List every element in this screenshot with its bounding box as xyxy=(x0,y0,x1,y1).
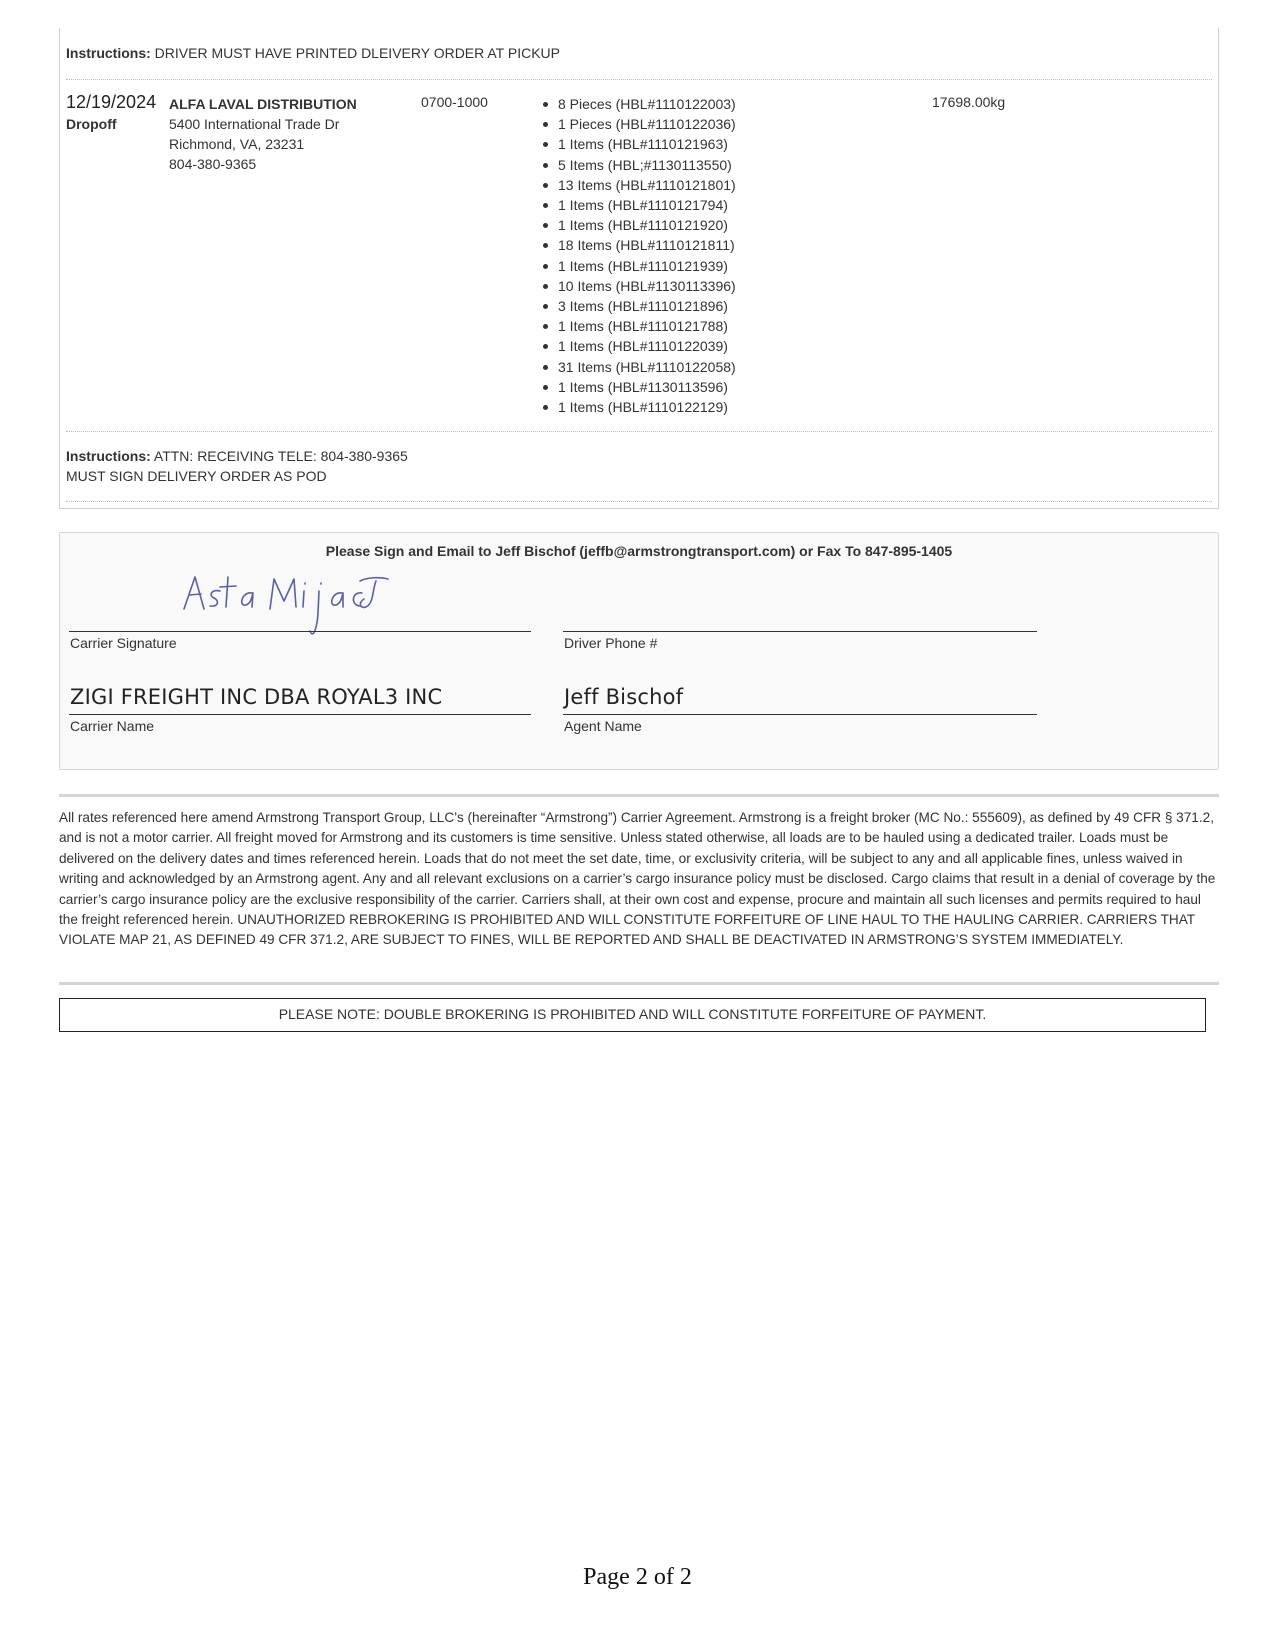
stop-type: Dropoff xyxy=(66,116,117,132)
list-item: 1 Items (HBL#1110121794) xyxy=(541,195,736,215)
divider xyxy=(59,794,1219,797)
dropoff-instructions-line-2: MUST SIGN DELIVERY ORDER AS POD xyxy=(66,468,327,484)
dropoff-instructions xyxy=(66,446,408,486)
list-item: 1 Items (HBL#1110121788) xyxy=(541,316,736,336)
signature-panel xyxy=(59,532,1219,770)
list-item: 1 Items (HBL#1110121920) xyxy=(541,215,736,235)
list-item: 5 Items (HBL;#1130113550) xyxy=(541,155,736,175)
divider xyxy=(66,501,1212,502)
driver-phone-label: Driver Phone # xyxy=(564,635,658,651)
carrier-name-label: Carrier Name xyxy=(70,718,155,734)
dropoff-instructions-line-1: ATTN: RECEIVING TELE: 804-380-9365 xyxy=(153,448,408,464)
carrier-name-line xyxy=(69,714,531,715)
list-item: 31 Items (HBL#1110122058) xyxy=(541,357,736,377)
list-item: 1 Items (HBL#1110121963) xyxy=(541,134,736,154)
list-item: 10 Items (HBL#1130113396) xyxy=(541,276,736,296)
time-window: 0700-1000 xyxy=(421,94,488,110)
items-list xyxy=(541,94,736,417)
stop-phone: 804-380-9365 xyxy=(169,156,257,172)
pickup-instructions xyxy=(66,43,560,63)
signature-instructions: Please Sign and Email to Jeff Bischof (jeffb@armstrongtransport.com) or Fax To 847-895-1405 xyxy=(325,543,953,559)
dropoff-instructions-label: Instructions: xyxy=(66,448,151,464)
divider xyxy=(66,431,1212,432)
agent-name-line xyxy=(563,714,1037,715)
pickup-instructions-text: DRIVER MUST HAVE PRINTED DLEIVERY ORDER AT PICKUP xyxy=(154,45,560,61)
carrier-signature-label: Carrier Signature xyxy=(70,635,177,651)
agent-name-value: Jeff Bischof xyxy=(564,685,684,709)
list-item: 1 Items (HBL#1130113596) xyxy=(541,377,736,397)
address-line-1: 5400 International Trade Dr xyxy=(169,116,340,132)
stop-address xyxy=(169,94,357,174)
divider xyxy=(59,982,1219,985)
terms-and-conditions: All rates referenced here amend Armstrong Transport Group, LLC’s (hereinafter “Armstrong”) Carrier Agreement. Armstrong is a freight broker (MC No.: 555609), as defined by 49 CFR § 371.2, and is not a motor carrier. All freight moved for Armstrong and its customers is time sensitive. Unless stated otherwise, all loads are to be hauled using a dedicated trailer. Loads must be delivered on the delivery dates and times referenced herein. Loads that do not meet the set date, time, or exclusivity criteria, will be subject to any and all applicable fines, unless waived in writing and acknowledged by an Armstrong agent. Any and all relevant exclusions on a carrier’s cargo insurance policy must be disclosed. Cargo claims that result in a denial of coverage by the carrier’s cargo insurance policy are the exclusive responsibility of the carrier. Carriers shall, at their own cost and expense, procure and maintain all such licenses and permits required to haul the freight referenced herein. UNAUTHORIZED REBROKERING IS PROHIBITED AND WILL CONSTITUTE FORFEITURE OF LINE HAUL TO THE HAULING CARRIER. CARRIERS THAT VIOLATE MAP 21, AS DEFINED 49 CFR 371.2, ARE SUBJECT TO FINES, WILL BE REPORTED AND SHALL BE DEACTIVATED IN ARMSTRONG’S SYSTEM IMMEDIATELY. xyxy=(59,810,1216,948)
list-item: 3 Items (HBL#1110121896) xyxy=(541,296,736,316)
double-brokering-notice: PLEASE NOTE: DOUBLE BROKERING IS PROHIBITED AND WILL CONSTITUTE FORFEITURE OF PAYMENT. xyxy=(59,998,1206,1032)
list-item: 1 Items (HBL#1110122129) xyxy=(541,397,736,417)
carrier-signature-image xyxy=(180,573,390,653)
address-line-2: Richmond, VA, 23231 xyxy=(169,136,305,152)
divider xyxy=(66,79,1212,80)
list-item: 1 Pieces (HBL#1110122036) xyxy=(541,114,736,134)
stop-details-box xyxy=(59,28,1219,509)
carrier-name-value: ZIGI FREIGHT INC DBA ROYAL3 INC xyxy=(70,685,443,709)
list-item: 18 Items (HBL#1110121811) xyxy=(541,235,736,255)
list-item: 13 Items (HBL#1110121801) xyxy=(541,175,736,195)
list-item: 1 Items (HBL#1110121939) xyxy=(541,256,736,276)
list-item: 1 Items (HBL#1110122039) xyxy=(541,336,736,356)
stop-date: 12/19/2024 xyxy=(66,92,157,112)
carrier-signature-line xyxy=(69,631,531,632)
page-number: Page 2 of 2 xyxy=(583,1564,692,1590)
driver-phone-line[interactable] xyxy=(563,631,1037,632)
pickup-instructions-label: Instructions: xyxy=(66,45,151,61)
stop-weight: 17698.00kg xyxy=(932,94,1006,110)
list-item: 8 Pieces (HBL#1110122003) xyxy=(541,94,736,114)
agent-name-label: Agent Name xyxy=(564,718,642,734)
company-name: ALFA LAVAL DISTRIBUTION xyxy=(169,96,357,112)
